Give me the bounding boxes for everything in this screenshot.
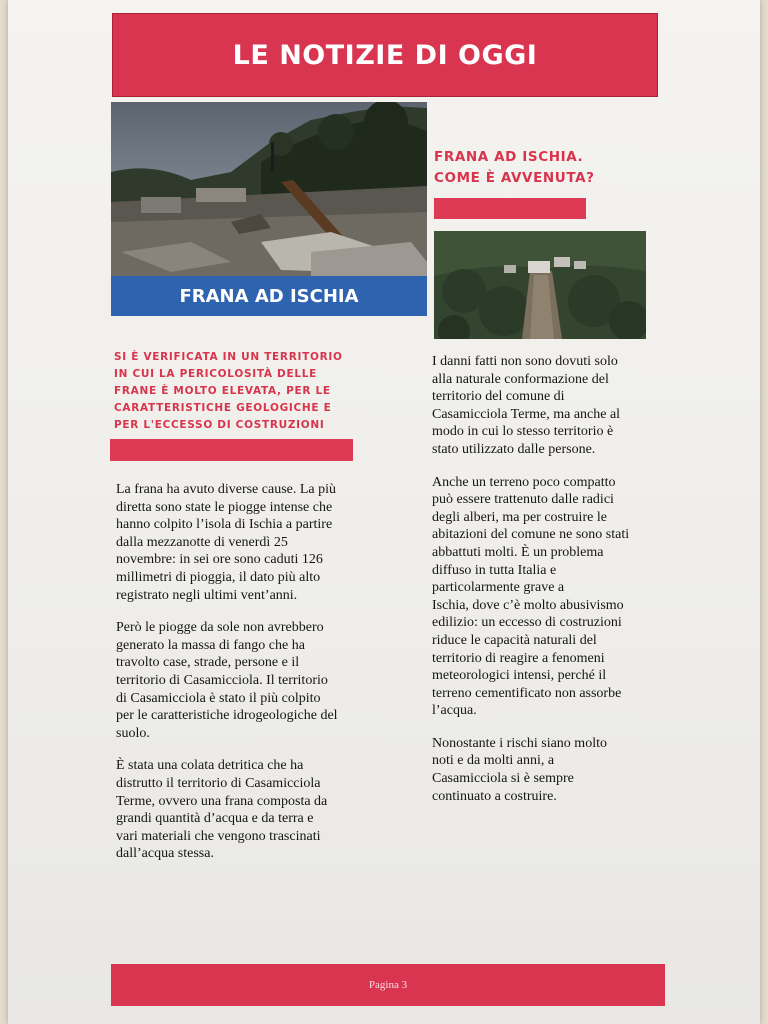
article-line: È stata una colata detritica che ha bbox=[116, 758, 304, 774]
kicker-line: IN CUI LA PERICOLOSITÀ DELLE bbox=[114, 368, 317, 380]
aerial-photo bbox=[434, 231, 646, 339]
article-line: dalla mezzanotte di venerdì 25 bbox=[116, 534, 288, 550]
article-paragraph bbox=[432, 353, 660, 459]
article-line: Anche un terreno poco compatto bbox=[432, 474, 616, 490]
article-line: riduce le capacità naturali del bbox=[432, 632, 597, 648]
article-line: può essere trattenuto dalle radici bbox=[432, 492, 614, 508]
article-line: suolo. bbox=[116, 725, 150, 741]
article-line: territorio del comune di bbox=[432, 389, 565, 405]
article-line: noti e da molti anni, a bbox=[432, 753, 555, 769]
article-line: Casamicciola si è sempre bbox=[432, 771, 574, 787]
article-line: alla naturale conformazione del bbox=[432, 371, 609, 387]
kicker-line: PER L'ECCESSO DI COSTRUZIONI bbox=[114, 419, 325, 431]
article-line: diretta sono state le piogge intense che bbox=[116, 499, 333, 515]
kicker-line: FRANE È MOLTO ELEVATA, PER LE bbox=[114, 385, 331, 397]
article-line: particolarmente grave a bbox=[432, 580, 565, 596]
article-line: I danni fatti non sono dovuti solo bbox=[432, 354, 618, 369]
article-paragraph bbox=[116, 619, 366, 742]
article-line: continuato a costruire. bbox=[432, 788, 557, 804]
article-line: millimetri di pioggia, il dato più alto bbox=[116, 569, 321, 585]
article-paragraph bbox=[116, 481, 366, 604]
side-heading bbox=[434, 147, 654, 189]
article-line: territorio di reagire a fenomeni bbox=[432, 650, 605, 666]
masthead-title: LE NOTIZIE DI OGGI bbox=[232, 39, 538, 71]
article-line: terreno cementificato non assorbe bbox=[432, 685, 622, 701]
article-line: Però le piogge da sole non avrebbero bbox=[116, 620, 324, 636]
photo-caption-band bbox=[111, 276, 427, 316]
left-article-column bbox=[116, 481, 366, 878]
article-line: territorio di Casamicciola. Il territorio bbox=[116, 672, 328, 688]
article-line: hanno colpito l’isola di Ischia a partire bbox=[116, 517, 333, 533]
landslide-photo bbox=[111, 102, 427, 276]
article-line: generato la massa di fango che ha bbox=[116, 637, 305, 653]
article-line: registrato negli ultimi vent’anni. bbox=[116, 587, 298, 603]
article-line: di Casamicciola è stato il più colpito bbox=[116, 690, 321, 706]
article-line: degli alberi, ma per costruire le bbox=[432, 509, 607, 525]
article-line: abitazioni del comune ne sono stati bbox=[432, 527, 630, 543]
article-line: novembre: in sei ore sono caduti 126 bbox=[116, 552, 323, 568]
article-line: distrutto il territorio di Casamicciola bbox=[116, 775, 321, 791]
article-line: Casamicciola Terme, ma anche al bbox=[432, 406, 621, 422]
article-line: La frana ha avuto diverse cause. La più bbox=[116, 482, 337, 497]
accent-bar bbox=[434, 198, 586, 219]
footer-bar bbox=[111, 964, 665, 1006]
masthead-banner bbox=[112, 13, 658, 97]
kicker-line: SI È VERIFICATA IN UN TERRITORIO bbox=[114, 351, 343, 363]
article-line: diffuso in tutta Italia e bbox=[432, 562, 557, 578]
article-line: Nonostante i rischi siano molto bbox=[432, 735, 607, 751]
side-heading-line: FRANA AD ISCHIA. bbox=[434, 149, 584, 165]
article-line: dall’acqua stessa. bbox=[116, 846, 214, 862]
side-heading-line: COME È AVVENUTA? bbox=[434, 170, 595, 186]
article-line: travolto case, strade, persone e il bbox=[116, 655, 300, 671]
page-number: Pagina 3 bbox=[368, 979, 408, 991]
kicker-subheading bbox=[114, 349, 354, 434]
article-line: Terme, ovvero una frana composta da bbox=[116, 793, 328, 809]
kicker-line: CARATTERISTICHE GEOLOGICHE E bbox=[114, 402, 332, 414]
right-article-column bbox=[432, 353, 660, 820]
article-line: meteorologici intensi, perché il bbox=[432, 668, 607, 684]
article-paragraph bbox=[432, 735, 660, 805]
article-line: per le caratteristiche idrogeologiche del bbox=[116, 708, 338, 724]
article-line: Ischia, dove c’è molto abusivismo bbox=[432, 597, 624, 613]
photo-caption: FRANA AD ISCHIA bbox=[179, 285, 359, 307]
article-line: vari materiali che vengono trascinati bbox=[116, 828, 321, 844]
accent-bar bbox=[110, 439, 353, 461]
article-line: abbattuti molti. È un problema bbox=[432, 544, 604, 560]
article-line: l’acqua. bbox=[432, 703, 477, 719]
article-line: edilizio: un eccesso di costruzioni bbox=[432, 615, 622, 631]
article-line: grandi quantità d’acqua e da terra e bbox=[116, 811, 314, 827]
article-paragraph bbox=[432, 474, 660, 720]
article-paragraph bbox=[116, 757, 366, 863]
article-line: modo in cui lo stesso territorio è bbox=[432, 424, 614, 440]
article-line: stato utilizzato dalle persone. bbox=[432, 441, 596, 457]
